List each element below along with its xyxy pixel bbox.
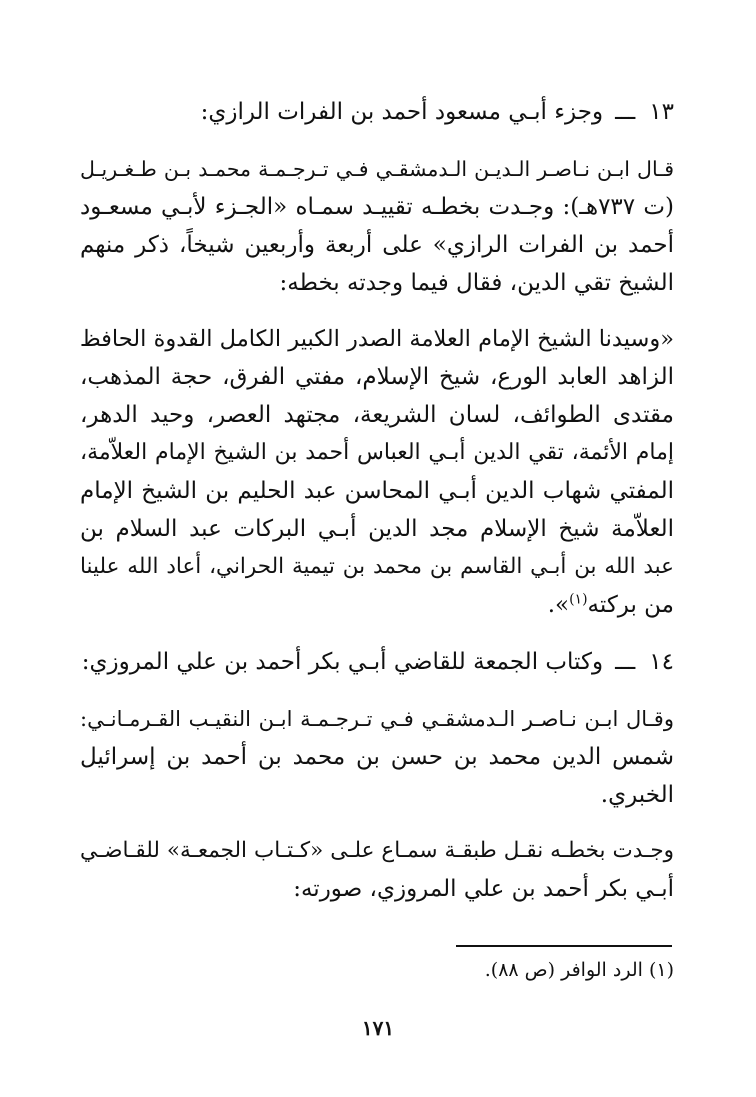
paragraph — [80, 832, 674, 908]
text-line: العلاّمة شيخ الإسلام مجد الدين أبـي البركات عبد السلام بن — [80, 516, 674, 542]
text-line: عبد الله بن أبـي القاسم بن محمد بن تيمية الحراني، أعاد الله علينا — [80, 554, 674, 579]
text-line: مقتدى الطوائف، لسان الشريعة، مجتهد العصر، وحيد الدهر، — [80, 402, 674, 428]
entry-title: وجزء أبـي مسعود أحمد بن الفرات الرازي: — [200, 99, 604, 125]
footnote-reference[interactable]: (١) — [569, 591, 588, 608]
footnote-divider — [456, 945, 672, 947]
entry-dash: ـــ — [615, 649, 636, 675]
text-line: «وسيدنا الشيخ الإمام العلامة الصدر الكبير الكامل القدوة الحافظ — [79, 326, 674, 352]
entry-number: ١٤ — [649, 649, 674, 675]
text-line: وقـال ابـن نـاصـر الـدمشقـي فـي تـرجـمـة ابـن النقيـب القـرمـانـي: — [80, 707, 674, 731]
text-line: الشيخ تقي الدين، فقال فيما وجدته بخطه: — [279, 270, 674, 296]
quotation-paragraph — [80, 320, 674, 624]
text-line: شمس الدين محمد بن حسن بن محمد بن أحمد بن إسرائيل — [80, 744, 674, 770]
entry-heading-14 — [80, 642, 674, 682]
text-line: المفتي شهاب الدين أبـي المحاسن عبد الحليم بن الشيخ الإمام — [80, 478, 674, 504]
entry-title: وكتاب الجمعة للقاضي أبـي بكر أحمد بن علي المروزي: — [81, 649, 604, 675]
entry-dash: ـــ — [615, 99, 636, 125]
text-line: أبـي بكر أحمد بن علي المروزي، صورته: — [293, 876, 674, 902]
text-fragment: من بركته — [587, 592, 674, 618]
text-line: أحمد بن الفرات الرازي» على أربعة وأربعين شيخاً، ذكر منهم — [80, 232, 674, 258]
footnote-marker: (١) — [648, 959, 674, 981]
text-line: الزاهد العابد الورع، شيخ الإسلام، مفتي الفرق، حجة المذهب، — [80, 364, 674, 390]
paragraph — [80, 700, 674, 814]
quote-end: ». — [547, 592, 570, 618]
text-line: إمام الأئمة، تقي الدين أبـي العباس أحمد بن الشيخ الإمام العلاّمة، — [80, 440, 674, 465]
footnote — [485, 956, 674, 984]
text-line-with-footnote — [80, 586, 674, 624]
entry-heading-13 — [80, 92, 674, 132]
page-body — [80, 92, 674, 926]
page-number: ١٧١ — [361, 1016, 395, 1040]
text-line: (ت ٧٣٧هـ): وجـدت بخطـه تقييـد سمـاه «الجـزء لأبـي مسعـود — [80, 194, 674, 220]
paragraph — [80, 150, 674, 302]
text-line: الخبري. — [600, 782, 674, 808]
footnote-text: الرد الوافر (ص ٨٨). — [484, 959, 643, 981]
text-line: وجـدت بخطـه نقـل طبقـة سمـاع علـى «كـتـاب الجمعـة» للقـاضـي — [80, 838, 674, 863]
text-line: قـال ابـن نـاصـر الـديـن الـدمشقـي فـي تـرجـمـة محمـد بـن طـغـريـل — [80, 157, 674, 181]
entry-number: ١٣ — [649, 99, 674, 125]
